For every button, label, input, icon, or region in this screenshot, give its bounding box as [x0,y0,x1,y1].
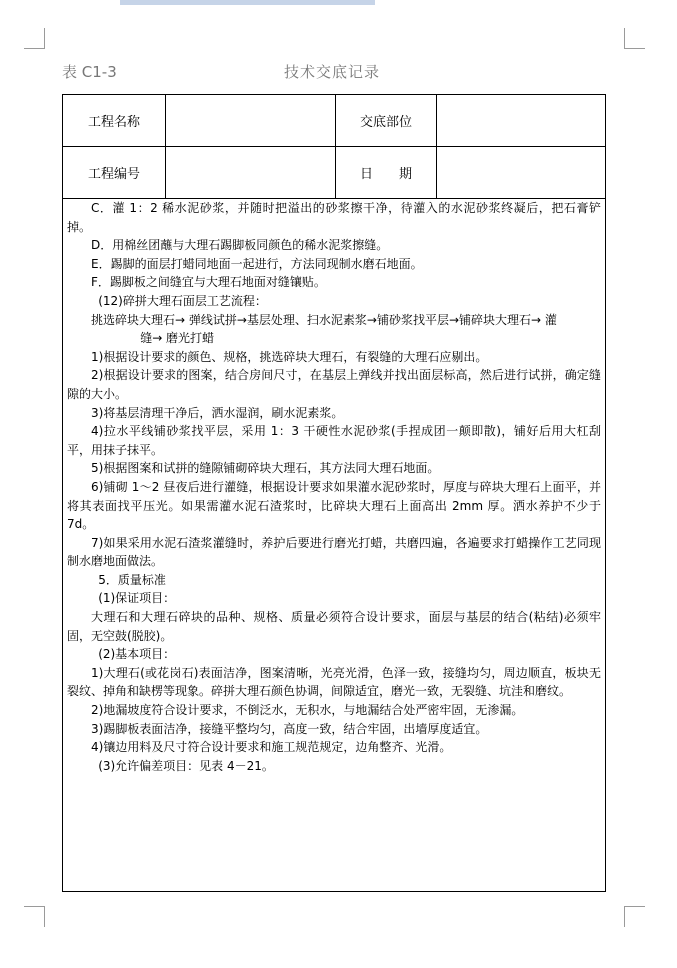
process-flow-line-2: 缝→ 磨光打蜡 [140,331,215,346]
process-flow [67,311,601,348]
date-label: 日 期 [336,147,437,198]
step-5: 5)根据图案和试拼的缝隙铺砌碎块大理石，其方法同大理石地面。 [91,461,440,476]
project-number-field[interactable] [166,147,336,198]
paragraph-f: F．踢脚板之间缝宜与大理石地面对缝镶贴。 [91,275,326,290]
crop-mark-bottom-left [24,906,45,927]
step-6: 6)铺砌 1～2 昼夜后进行灌缝，根据设计要求如果灌水泥砂浆时，厚度与碎块大理石上面平，并将其表面找平压光。如果需灌水泥石渣浆时，比碎块大理石上面高出 2mm 厚。洒水养护不少于 7d。 [67,479,601,532]
header-row-1 [63,95,605,147]
paragraph-e: E．踢脚的面层打蜡同地面一起进行，方法同现制水磨石地面。 [91,256,423,271]
allowable-deviation-item: (3)允许偏差项目：见表 4－21。 [98,758,274,773]
handover-part-label: 交底部位 [336,95,437,146]
basic-item-4: 4)镶边用料及尺寸符合设计要求和施工规范规定，边角整齐、光滑。 [91,740,452,755]
step-4: 4)拉水平线铺砂浆找平层，采用 1：3 干硬性水泥砂浆(手捏成团一颠即散)，铺好后用大杠刮平，用抹子抹平。 [67,424,601,457]
quality-standard-heading: 5．质量标准 [98,572,166,587]
step-3: 3)将基层清理干净后，洒水湿润，刷水泥素浆。 [91,405,344,420]
paragraph-c: C．灌 1：2 稀水泥砂浆，并随时把溢出的砂浆擦干净，待灌入的水泥砂浆终凝后，把石膏铲掉。 [67,201,601,234]
window-top-highlight [120,0,375,5]
process-heading: (12)碎拼大理石面层工艺流程： [98,293,267,308]
date-field[interactable] [437,147,605,198]
guarantee-items-heading: (1)保证项目： [98,591,176,606]
step-7: 7)如果采用水泥石渣浆灌缝时，养护后要进行磨光打蜡，共磨四遍，各遍要求打蜡操作工艺同现制水磨地面做法。 [67,535,601,569]
crop-mark-top-left [24,28,45,49]
form-id: 表 C1-3 [62,63,117,81]
guarantee-item-text: 大理石和大理石碎块的品种、规格、质量必须符合设计要求，面层与基层的结合(粘结)必须牢固，无空鼓(脱胶)。 [67,610,601,643]
handover-content [67,199,601,775]
paragraph-d: D．用棉丝团蘸与大理石踢脚板同颜色的稀水泥浆擦缝。 [91,238,389,253]
basic-item-3: 3)踢脚板表面洁净，接缝平整均匀，高度一致，结合牢固，出墙厚度适宜。 [91,721,488,736]
project-name-field[interactable] [166,95,336,146]
basic-item-1: 1)大理石(或花岗石)表面洁净，图案清晰，光亮光滑，色泽一致，接缝均匀，周边顺直，板块无裂纹、掉角和缺楞等现象。碎拼大理石颜色协调，间隙适宜，磨光一致，无裂缝、坑洼和磨纹。 [67,665,601,699]
handover-part-field[interactable] [437,95,605,146]
header-row-2 [63,147,605,199]
crop-mark-top-right [624,28,645,49]
project-name-label: 工程名称 [63,95,166,146]
step-2: 2)根据设计要求的图案，结合房间尺寸，在基层上弹线并找出面层标高，然后进行试拼，确定缝隙的大小。 [67,368,601,401]
form-table [62,94,606,892]
basic-items-heading: (2)基本项目： [98,647,176,662]
basic-item-2: 2)地漏坡度符合设计要求，不倒泛水，无积水，与地漏结合处严密牢固，无渗漏。 [91,703,524,718]
crop-mark-bottom-right [624,906,645,927]
step-1: 1)根据设计要求的颜色、规格，挑选碎块大理石，有裂缝的大理石应剔出。 [91,349,488,364]
document-title: 技术交底记录 [284,63,381,81]
process-flow-line-1: 挑选碎块大理石→ 弹线试拼→基层处理、扫水泥素浆→铺砂浆找平层→铺碎块大理石→ 灌 [91,312,557,327]
project-number-label: 工程编号 [63,147,166,198]
